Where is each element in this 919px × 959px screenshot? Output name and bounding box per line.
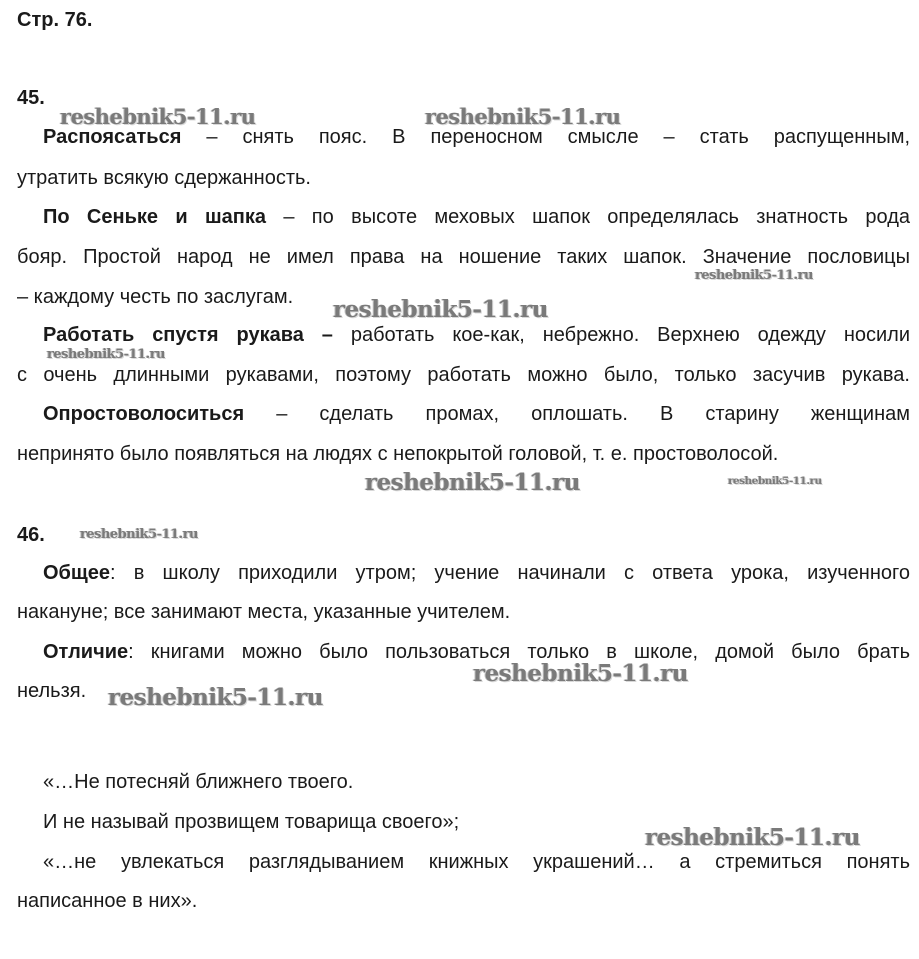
line-text: с очень длинными рукавами, поэтому работать можно было, только засучив рукава.	[17, 364, 910, 386]
line-text: – снять пояс. В переносном смысле – стать распущенным,	[181, 126, 910, 148]
line-text: написанное в них».	[17, 890, 198, 912]
watermark: reshebnik5-11.ru	[728, 475, 822, 487]
watermark: reshebnik5-11.ru	[695, 268, 814, 283]
line-text: – по высоте меховых шапок определялась знатность рода	[266, 206, 910, 228]
watermark: reshebnik5-11.ru	[60, 104, 256, 129]
text-line	[17, 600, 910, 624]
text-line	[43, 205, 910, 229]
text-line	[43, 561, 910, 585]
term: Отличие	[43, 641, 129, 663]
watermark: reshebnik5-11.ru	[425, 104, 621, 129]
watermark: reshebnik5-11.ru	[473, 660, 688, 687]
text-line	[43, 770, 910, 794]
line-text: – каждому честь по заслугам.	[17, 286, 294, 308]
line-text: «…не увлекаться разглядыванием книжных украшений… а стремиться понять	[43, 851, 910, 873]
text-line	[17, 442, 910, 466]
line-text: утратить всякую сдержанность.	[17, 167, 311, 189]
line-text: : книгами можно было пользоваться только в школе, домой было брать	[128, 641, 910, 663]
watermark: reshebnik5-11.ru	[645, 824, 860, 851]
line-text: – сделать промах, оплошать. В старину женщинам	[244, 403, 910, 425]
line-text: накануне; все занимают места, указанные учителем.	[17, 601, 511, 623]
line-text: непринято было появляться на людях с непокрытой головой, т. е. простоволосой.	[17, 443, 779, 465]
page-label: Стр. 76.	[17, 9, 93, 31]
exercise-number-45: 45.	[17, 87, 45, 109]
text-line	[43, 402, 910, 426]
watermark: reshebnik5-11.ru	[47, 347, 166, 362]
text-line	[17, 166, 910, 190]
term: Опростоволоситься	[43, 403, 245, 425]
line-text: : в школу приходили утром; учение начинали с ответа урока, изученного	[110, 562, 910, 584]
line-text: И не называй прозвищем товарища своего»;	[43, 811, 460, 833]
term: По Сеньке и шапка	[43, 206, 266, 228]
term: Распоясаться	[43, 126, 182, 148]
exercise-number-46: 46.	[17, 524, 45, 546]
watermark: reshebnik5-11.ru	[108, 684, 323, 711]
watermark: reshebnik5-11.ru	[80, 527, 199, 542]
line-text: «…Не потесняй ближнего твоего.	[43, 771, 354, 793]
line-text: работать кое-как, небрежно. Верхнею одежду носили	[332, 324, 910, 346]
text-line	[43, 850, 910, 874]
text-line	[17, 889, 910, 913]
line-text: бояр. Простой народ не имел права на ношение таких шапок. Значение пословицы	[17, 246, 910, 268]
watermark: reshebnik5-11.ru	[365, 469, 580, 496]
text-line	[17, 363, 910, 387]
line-text: нельзя.	[17, 680, 87, 702]
watermark: reshebnik5-11.ru	[333, 296, 548, 323]
text-line	[43, 323, 910, 347]
term: Работать спустя рукава –	[43, 324, 333, 346]
term: Общее	[43, 562, 111, 584]
text-line	[17, 245, 910, 269]
